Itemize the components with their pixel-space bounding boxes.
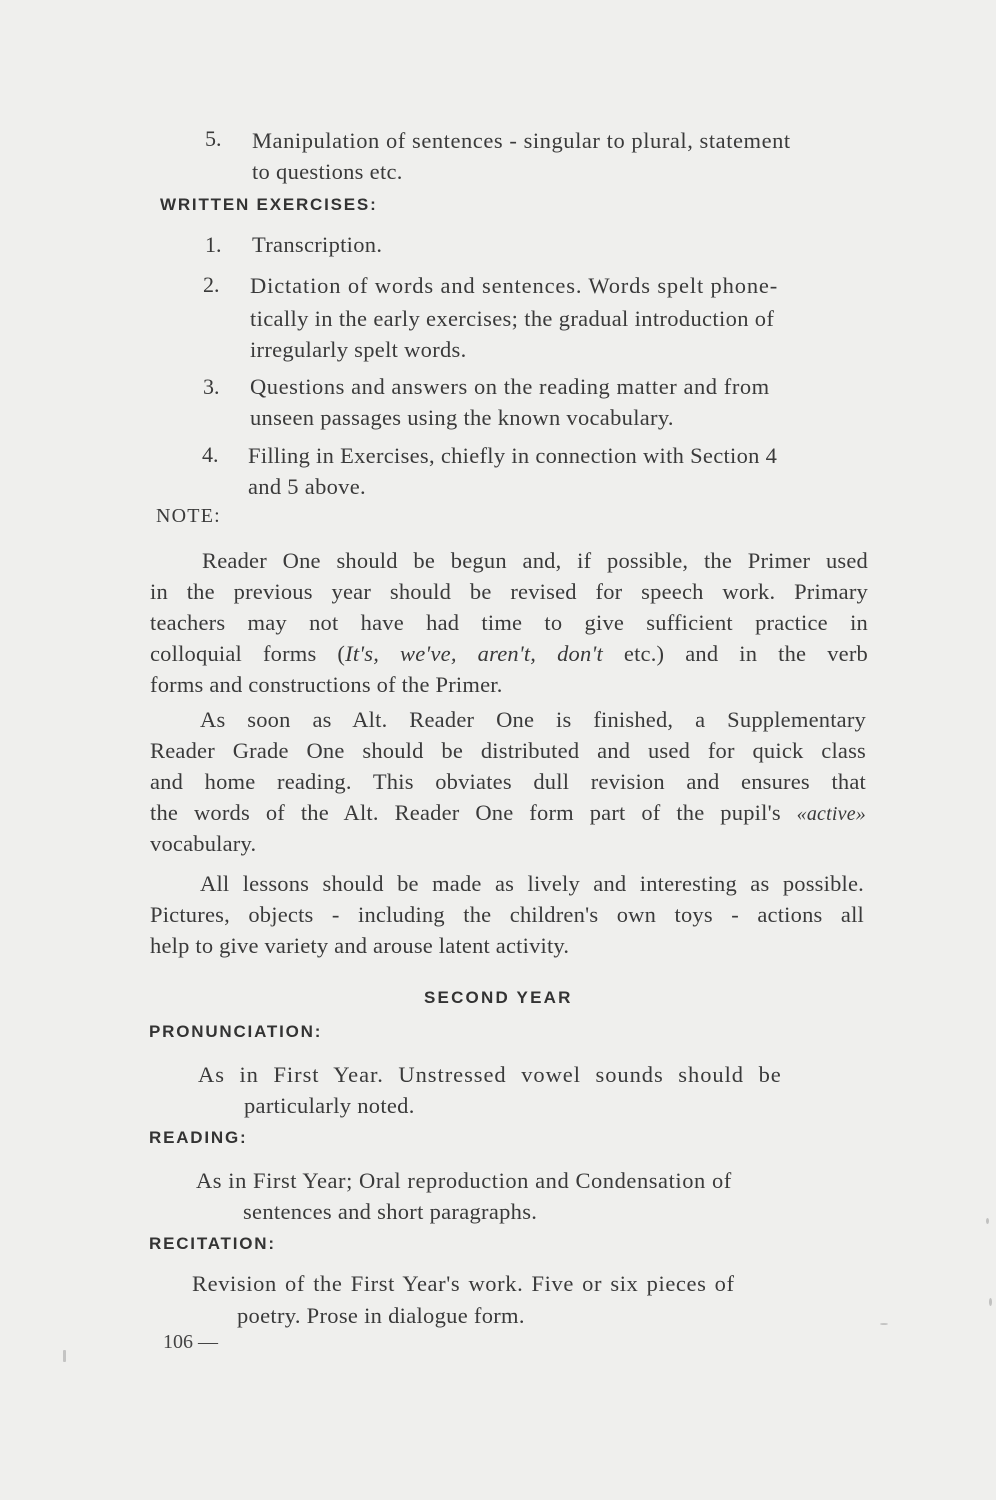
line: and 5 above. xyxy=(248,474,366,499)
line: Manipulation of sentences - singular to plural, statement xyxy=(252,128,791,153)
line xyxy=(150,638,868,669)
line: Transcription. xyxy=(252,232,383,257)
line: poetry. Prose in dialogue form. xyxy=(237,1303,525,1328)
section-heading-written-exercises: WRITTEN EXERCISES: xyxy=(160,195,378,214)
text: colloquial forms ( xyxy=(150,641,346,666)
section-title-second-year: SECOND YEAR xyxy=(424,988,573,1007)
line: in the previous year should be revised for speech work. Primary xyxy=(150,579,868,604)
line: and home reading. This obviates dull revision and ensures that xyxy=(150,769,866,794)
text: etc.) and in the verb xyxy=(602,641,868,666)
line: Pictures, objects - including the children's own toys - actions all xyxy=(150,902,864,927)
italic-text: «active» xyxy=(796,803,866,825)
scan-mark xyxy=(986,1218,989,1224)
line: particularly noted. xyxy=(244,1093,415,1118)
line: All lessons should be made as lively and interesting as possible. xyxy=(200,871,864,896)
italic-text: It's, we've, aren't, don't xyxy=(345,641,603,666)
list-number: 1. xyxy=(205,232,222,257)
line: Reader Grade One should be distributed and used for quick class xyxy=(150,738,866,763)
line: unseen passages using the known vocabulary. xyxy=(250,405,674,430)
note-paragraph-2 xyxy=(150,704,866,859)
line: As in First Year. Unstressed vowel sounds should be xyxy=(198,1062,782,1087)
text: the words of the Alt. Reader One form part of the pupil's xyxy=(150,800,797,825)
line: Revision of the First Year's work. Five or six pieces of xyxy=(192,1271,735,1296)
line: Reader One should be begun and, if possible, the Primer used xyxy=(202,548,868,573)
scan-mark xyxy=(63,1350,66,1362)
line: vocabulary. xyxy=(150,831,257,856)
note-paragraph-1 xyxy=(150,545,868,700)
line: sentences and short paragraphs. xyxy=(243,1199,538,1224)
list-number: 4. xyxy=(202,442,219,467)
section-heading-reading: READING: xyxy=(149,1128,248,1147)
list-number: 3. xyxy=(203,374,220,399)
note-label: NOTE: xyxy=(156,505,221,527)
line: Questions and answers on the reading matter and from xyxy=(250,374,770,399)
line: forms and constructions of the Primer. xyxy=(150,672,503,697)
scan-mark xyxy=(989,1298,992,1306)
line: As in First Year; Oral reproduction and Condensation of xyxy=(196,1168,732,1193)
note-paragraph-3 xyxy=(150,868,864,961)
line: As soon as Alt. Reader One is finished, a Supplementary xyxy=(200,707,866,732)
section-heading-pronunciation: PRONUNCIATION: xyxy=(149,1022,323,1041)
line: to questions etc. xyxy=(252,159,403,184)
line: irregularly spelt words. xyxy=(250,337,467,362)
page-number: 106 — xyxy=(163,1331,218,1353)
line: Filling in Exercises, chiefly in connection with Section 4 xyxy=(248,443,778,468)
line: tically in the early exercises; the gradual introduction of xyxy=(250,306,775,331)
line: Dictation of words and sentences. Words spelt phone- xyxy=(250,273,779,298)
section-heading-recitation: RECITATION: xyxy=(149,1234,276,1253)
scan-mark xyxy=(880,1323,888,1325)
list-number: 5. xyxy=(205,126,222,151)
line xyxy=(150,797,866,828)
line: help to give variety and arouse latent activity. xyxy=(150,933,570,958)
line: teachers may not have had time to give sufficient practice in xyxy=(150,610,868,635)
list-number: 2. xyxy=(203,272,220,297)
